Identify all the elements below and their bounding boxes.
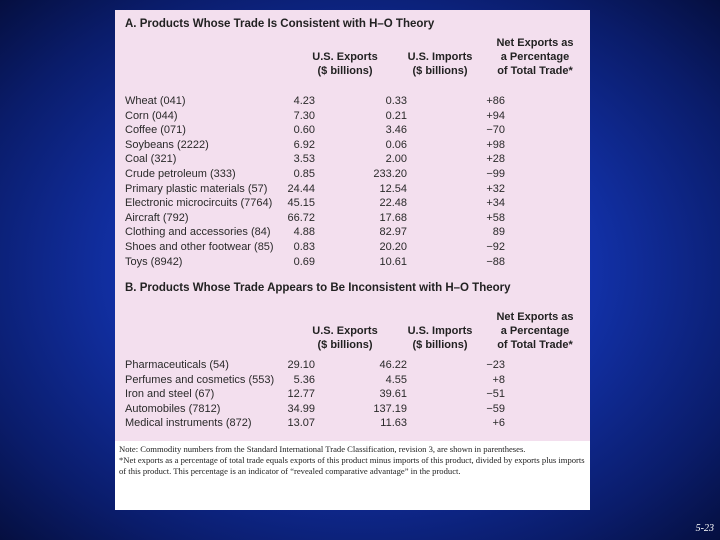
net-exports-value: −92 xyxy=(486,241,505,253)
product-name: Perfumes and cosmetics (553) xyxy=(125,373,275,386)
imports-value: 0.06 xyxy=(385,138,407,151)
exports-value: 0.83 xyxy=(293,241,315,253)
imports-value: 20.20 xyxy=(379,241,407,253)
net-exports-value: +34 xyxy=(486,197,505,210)
header-line: a Percentage xyxy=(500,51,570,63)
exports-value: 0.60 xyxy=(293,124,315,137)
header-line: ($ billions) xyxy=(317,339,373,351)
exports-value: 29.10 xyxy=(287,359,315,371)
imports-value: 0.33 xyxy=(385,95,407,107)
exports-value: 7.30 xyxy=(293,109,315,122)
header-line: U.S. Imports xyxy=(407,325,473,337)
exports-value: 6.92 xyxy=(293,138,315,151)
imports-value: 4.55 xyxy=(385,373,407,386)
net-exports-value: −23 xyxy=(486,359,505,371)
imports-value: 22.48 xyxy=(379,197,407,210)
exports-value: 13.07 xyxy=(287,417,315,430)
exports-value: 45.15 xyxy=(287,197,315,210)
header-line: U.S. Exports xyxy=(312,51,378,63)
header-line: ($ billions) xyxy=(317,65,373,77)
exports-value: 3.53 xyxy=(293,153,315,166)
header-line: of Total Trade* xyxy=(497,65,573,77)
imports-value: 2.00 xyxy=(385,153,407,166)
product-name: Pharmaceuticals (54) xyxy=(125,359,229,371)
product-name: Electronic microcircuits (7764) xyxy=(125,197,273,210)
note-commodity: Note: Commodity numbers from the Standard International Trade Classification, revision 3, are shown in parentheses. xyxy=(119,444,526,454)
exports-value: 34.99 xyxy=(287,402,315,415)
section-b-exports-header xyxy=(295,324,395,352)
product-name: Primary plastic materials (57) xyxy=(125,182,268,195)
product-name: Toys (8942) xyxy=(125,255,183,268)
product-name: Corn (044) xyxy=(125,109,178,122)
section-a-title: A. Products Whose Trade Is Consistent with H–O Theory xyxy=(125,18,435,30)
header-line: Net Exports as xyxy=(496,37,574,49)
header-line: of Total Trade* xyxy=(497,339,573,351)
table-row xyxy=(125,94,585,108)
table-row xyxy=(125,358,585,372)
net-exports-value: −59 xyxy=(486,402,505,415)
table-note xyxy=(115,441,590,510)
header-line: ($ billions) xyxy=(412,339,468,351)
section-b-title: B. Products Whose Trade Appears to Be Inconsistent with H–O Theory xyxy=(125,282,511,294)
product-name: Automobiles (7812) xyxy=(125,402,221,415)
product-name: Shoes and other footwear (85) xyxy=(125,241,274,253)
product-name: Wheat (041) xyxy=(125,95,186,107)
table-row xyxy=(125,196,585,210)
product-name: Crude petroleum (333) xyxy=(125,168,236,180)
product-name: Soybeans (2222) xyxy=(125,138,209,151)
net-exports-value: +6 xyxy=(492,417,505,430)
table-row xyxy=(125,167,585,181)
product-name: Iron and steel (67) xyxy=(125,388,215,401)
exports-value: 4.88 xyxy=(293,226,315,239)
table-row xyxy=(125,138,585,152)
table-row xyxy=(125,211,585,225)
header-line: ($ billions) xyxy=(412,65,468,77)
imports-value: 11.63 xyxy=(380,417,407,430)
net-exports-value: +28 xyxy=(486,153,505,166)
net-exports-value: −99 xyxy=(486,168,505,180)
table-row xyxy=(125,152,585,166)
net-exports-value: −51 xyxy=(486,388,505,401)
imports-value: 10.61 xyxy=(379,255,407,268)
section-a-net-header xyxy=(480,36,590,78)
table-row xyxy=(125,387,585,401)
net-exports-value: +8 xyxy=(492,373,505,386)
section-a-imports-header xyxy=(390,50,490,78)
net-exports-value: +94 xyxy=(486,109,505,122)
table-row xyxy=(125,225,585,239)
net-exports-value: +98 xyxy=(486,138,505,151)
exports-value: 66.72 xyxy=(287,211,315,224)
trade-table-panel xyxy=(115,10,590,510)
product-name: Coffee (071) xyxy=(125,124,186,137)
net-exports-value: −88 xyxy=(486,255,505,268)
table-row xyxy=(125,240,585,254)
exports-value: 12.77 xyxy=(287,388,315,401)
section-a-exports-header xyxy=(295,50,395,78)
header-line: U.S. Exports xyxy=(312,325,378,337)
net-exports-value: −70 xyxy=(486,124,505,137)
header-line: Net Exports as xyxy=(496,311,574,323)
imports-value: 82.97 xyxy=(379,226,407,239)
table-row xyxy=(125,402,585,416)
exports-value: 0.69 xyxy=(293,255,315,268)
table-row xyxy=(125,416,585,430)
imports-value: 46.22 xyxy=(379,359,407,371)
section-b-net-header xyxy=(480,310,590,352)
net-exports-value: +86 xyxy=(486,95,505,107)
imports-value: 17.68 xyxy=(379,211,407,224)
section-b-imports-header xyxy=(390,324,490,352)
net-exports-value: +32 xyxy=(486,182,505,195)
imports-value: 3.46 xyxy=(385,124,407,137)
exports-value: 24.44 xyxy=(287,182,315,195)
exports-value: 5.36 xyxy=(293,373,315,386)
table-row xyxy=(125,373,585,387)
net-exports-value: 89 xyxy=(492,226,505,239)
slide-number: 5-23 xyxy=(695,523,714,534)
exports-value: 4.23 xyxy=(293,95,315,107)
product-name: Medical instruments (872) xyxy=(125,417,252,430)
imports-value: 233.20 xyxy=(373,168,407,180)
product-name: Coal (321) xyxy=(125,153,177,166)
header-line: U.S. Imports xyxy=(407,51,473,63)
exports-value: 0.85 xyxy=(293,168,315,180)
header-line: a Percentage xyxy=(500,325,570,337)
imports-value: 12.54 xyxy=(379,182,407,195)
net-exports-value: +58 xyxy=(486,211,505,224)
note-net-exports: *Net exports as a percentage of total trade equals exports of this product minus imports of this product, divided by exports plus imports of this product. This percentage is an indicator of “revealed comparative advantage” in the product. xyxy=(119,455,585,477)
table-row xyxy=(125,123,585,137)
imports-value: 0.21 xyxy=(385,109,407,122)
product-name: Aircraft (792) xyxy=(125,211,189,224)
product-name: Clothing and accessories (84) xyxy=(125,226,271,239)
table-row xyxy=(125,255,585,269)
imports-value: 137.19 xyxy=(373,402,407,415)
table-row xyxy=(125,182,585,196)
table-row xyxy=(125,109,585,123)
imports-value: 39.61 xyxy=(379,388,407,401)
